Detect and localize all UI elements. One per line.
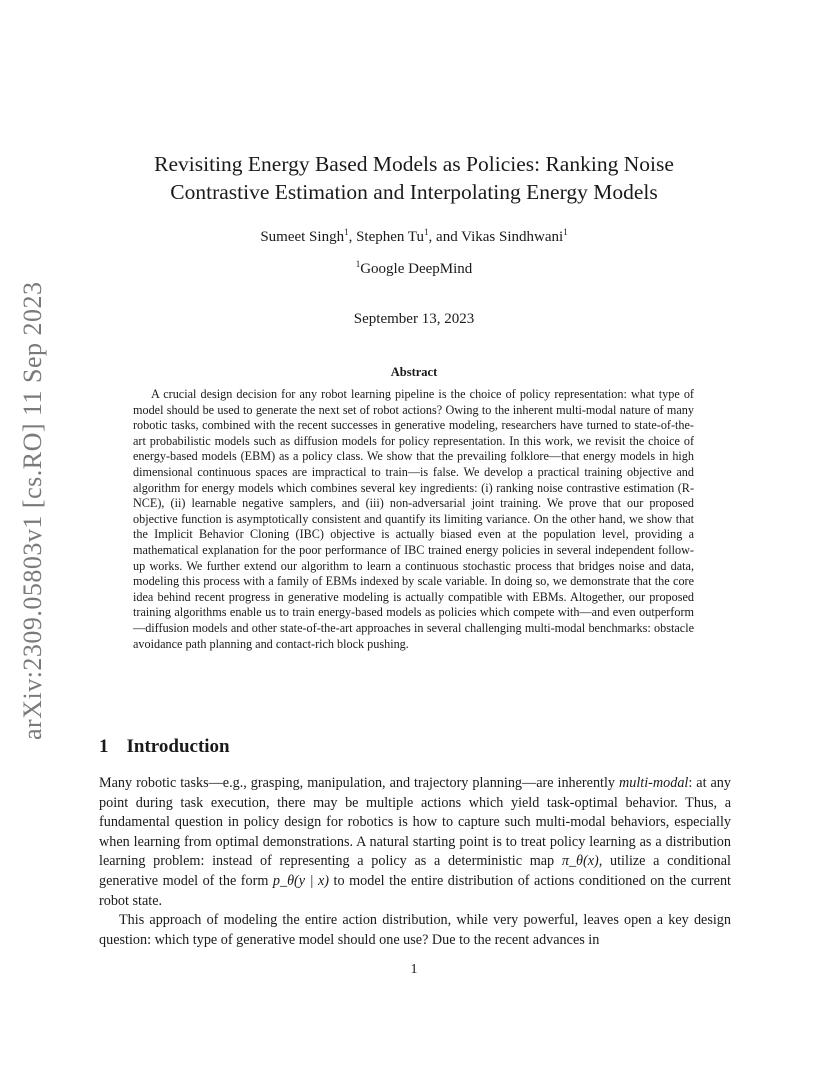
emphasis-text: multi-modal [619,775,689,791]
paper-title [100,150,728,206]
paper-date: September 13, 2023 [353,311,475,327]
abstract-text: A crucial design decision for any robot learning pipeline is the choice of policy representation: what type of model should be used to generate the next set of robot actions? Owing to the inherent multi-modal nature of many robotic tasks, combined with the recent successes in generative modeling, researchers have turned to state-of-the-art probabilistic models such as diffusion models for policy representation. In this work, we revisit the choice of energy-based models (EBM) as a policy class. We show that the prevailing folklore—that energy models in high dimensional continuous spaces are impractical to train—is false. We develop a practical training objective and algorithm for energy models which combines several key ingredients: (i) ranking noise contrastive estimation (R-NCE), (ii) learnable negative samplers, and (iii) non-adversarial joint training. We prove that our proposed objective function is asymptotically consistent and quantify its limiting variance. On the other hand, we show that the Implicit Behavior Cloning (IBC) objective is actually biased even at the population level, providing a mathematical explanation for the poor performance of IBC trained energy policies in several independent follow-up works. We further extend our algorithm to learn a continuous stochastic process that bridges noise and data, modeling this process with a family of EBMs indexed by scale variable. In doing so, we demonstrate that the core idea behind recent progress in generative modeling is actually compatible with EBMs. Altogether, our proposed training algorithms enable us to train energy-based models as policies which compete with—and even outperform—diffusion models and other state-of-the-art approaches in several challenging multi-modal benchmarks: obstacle avoidance path planning and contact-rich block pushing. [133,387,694,651]
affiliation-mark: 1 [563,227,568,237]
affiliation-mark: 1 [355,259,361,269]
text-run: Many robotic tasks—e.g., grasping, manipulation, and trajectory planning—are inherently [99,775,620,791]
title-line-1: Revisiting Energy Based Models as Policies: Ranking Noise [154,152,674,176]
text-run: to model the entire distribution of actions conditioned on the current robot state. [99,872,731,909]
affiliation-mark: 1 [344,227,349,237]
affiliation-mark: 1 [424,227,429,237]
inline-math: π_θ(x) [561,853,599,870]
page-number: 1 [410,962,418,977]
author-1: Sumeet Singh [260,229,345,245]
section-number: 1 [99,736,109,757]
author-2: Stephen Tu [356,229,425,245]
abstract-heading: Abstract [390,365,438,379]
author-list [100,229,728,246]
paragraph: This approach of modeling the entire action distribution, while very powerful, leaves open a key design question: which type of generative model should one use? Due to the recent advances in [99,912,731,948]
text-run: , utilize a conditional generative model of the form [99,853,731,889]
affiliation [100,261,728,278]
arxiv-sidebar-stamp: arXiv:2309.05803v1 [cs.RO] 11 Sep 2023 [18,281,47,740]
section-body [99,774,731,950]
author-separator: , [348,229,357,245]
paragraph [99,774,731,911]
author-separator: , and [428,229,462,245]
text-run: : at any point during task execution, there may be multiple actions which yield task-optimal behavior. Thus, a fundamental question in policy design for robotics is how to capture such multi-modal behaviors, especially when learning from optimal demonstrations. A natural starting point is to treat policy learning as a distribution learning problem: instead of representing a policy as a deterministic map [99,775,731,870]
section-heading [99,736,230,758]
section-title: Introduction [126,736,230,757]
title-line-2: Contrastive Estimation and Interpolating Energy Models [170,180,658,204]
affiliation-name: Google DeepMind [360,261,473,277]
author-3: Vikas Sindhwani [461,229,564,245]
inline-math: p_θ(y | x) [272,872,330,889]
